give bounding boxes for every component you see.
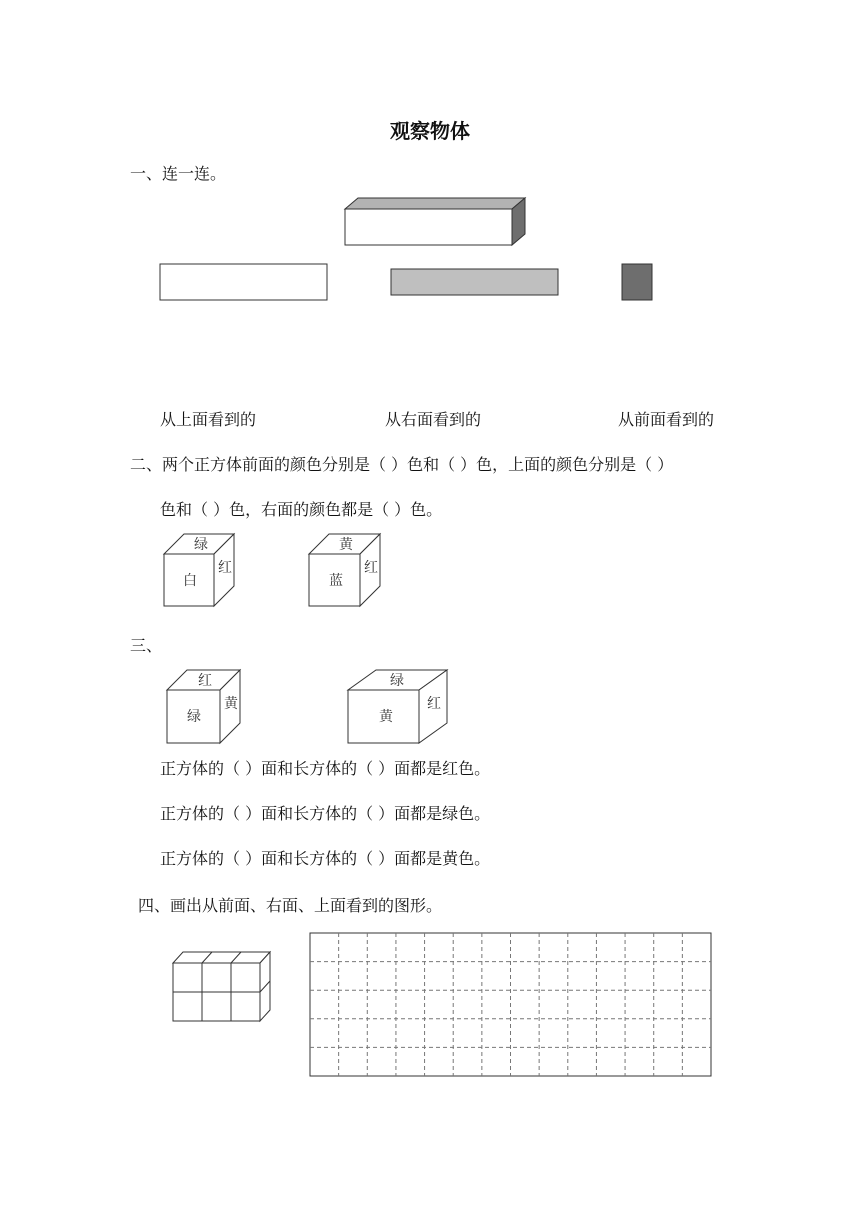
q1-view-white-rect xyxy=(160,264,327,300)
q3-figures xyxy=(150,660,460,750)
q1-view-gray-rect xyxy=(391,269,558,295)
cube1-top-text: 绿 xyxy=(194,537,208,553)
q1-view-dark-square xyxy=(622,264,652,300)
q3-cube-right-text: 黄 xyxy=(224,696,238,712)
q1-heading: 一、连一连。 xyxy=(130,164,227,183)
q1-label-top: 从上面看到的 xyxy=(160,410,257,429)
q1-label-front: 从前面看到的 xyxy=(618,410,715,429)
q3-cube-front-text: 绿 xyxy=(187,709,201,725)
q2-cube-1 xyxy=(164,534,234,606)
cube1-right-text: 红 xyxy=(218,560,232,576)
q4-grid[interactable] xyxy=(305,928,717,1082)
cube2-front-text: 蓝 xyxy=(329,573,343,589)
cube2-top-text: 黄 xyxy=(339,537,353,553)
q3-cuboid-top-text: 绿 xyxy=(390,673,404,689)
q4-block-figure xyxy=(160,940,280,1030)
q3-cube xyxy=(167,670,240,743)
q2-cube-2 xyxy=(309,534,380,606)
q1-cuboid-3d xyxy=(345,198,525,245)
cube1-front-text: 白 xyxy=(183,573,197,589)
q3-cube-top-text: 红 xyxy=(198,673,212,689)
q2-line2: 色和（ ）色，右面的颜色都是（ ）色。 xyxy=(160,500,443,519)
q1-label-right: 从右面看到的 xyxy=(385,410,482,429)
q3-line-red: 正方体的（ ）面和长方体的（ ）面都是红色。 xyxy=(160,759,491,778)
q3-cuboid-right-text: 红 xyxy=(427,696,441,712)
q3-cuboid xyxy=(348,670,447,743)
q3-cuboid-front-text: 黄 xyxy=(379,709,393,725)
q3-heading: 三、 xyxy=(130,636,163,655)
cube2-right-text: 红 xyxy=(364,560,378,576)
q2-line1: 二、两个正方体前面的颜色分别是（ ）色和（ ）色，上面的颜色分别是（ ） xyxy=(130,455,674,474)
q3-line-yellow: 正方体的（ ）面和长方体的（ ）面都是黄色。 xyxy=(160,849,491,868)
q3-line-green: 正方体的（ ）面和长方体的（ ）面都是绿色。 xyxy=(160,804,491,823)
q2-cubes xyxy=(150,525,410,615)
q1-figures xyxy=(0,0,860,320)
q4-heading: 四、画出从前面、右面、上面看到的图形。 xyxy=(138,896,443,915)
page-title: 观察物体 xyxy=(390,119,470,143)
